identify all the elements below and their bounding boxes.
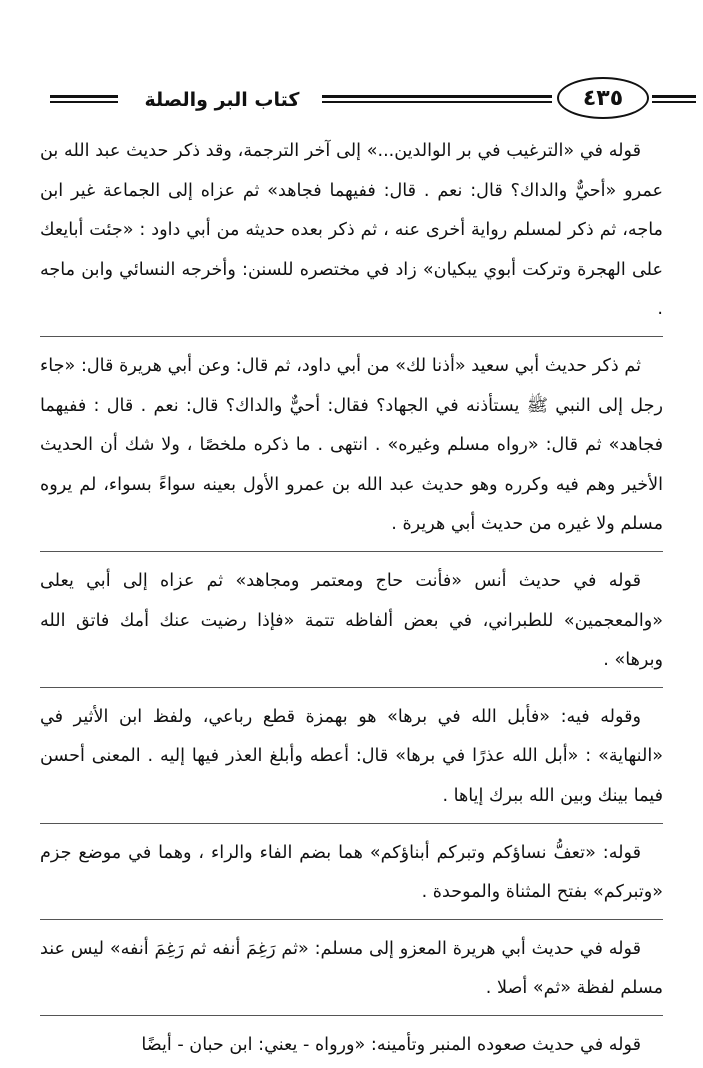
paragraph-separator <box>40 1015 663 1016</box>
header-rule-right-bottom <box>652 101 696 103</box>
paragraph-4: وقوله فيه: «فأبل الله في برها» هو بهمزة قطع رباعي، ولفظ ابن الأثير في «النهاية» : «أبل الله عذرًا في برها» قال: أعطه وأبلغ العذر فيها إليه . المعنى أحسن فيما بينك وبين الله ببرك إياها . <box>40 706 663 806</box>
header-rule-left-top <box>50 95 118 98</box>
paragraph-3: قوله في حديث أنس «فأنت حاج ومعتمر ومجاهد» ثم عزاه إلى أبي يعلى «والمعجمين» للطبراني، في بعض ألفاظه تتمة «فإذا رضيت عنك أمك فاتق الله وبرها» . <box>40 570 663 671</box>
page-body <box>40 132 663 1065</box>
header-rule-right-top <box>652 95 696 98</box>
page-number-oval <box>557 77 649 119</box>
paragraph-separator <box>40 687 663 688</box>
paragraph-separator <box>40 551 663 552</box>
paragraph-5: قوله: «تعفُّ نساؤكم وتبركم أبناؤكم» هما بضم الفاء والراء ، وهما في موضع جزم «وتبركم» بفتح المثناة والموحدة . <box>40 842 663 903</box>
running-header <box>40 68 662 132</box>
paragraph-separator <box>40 919 663 920</box>
paragraph-1: قوله في «الترغيب في بر الوالدين...» إلى آخر الترجمة، وقد ذكر حديث عبد الله بن عمرو «أحيٌّ والداك؟ قال: نعم . قال: ففيهما فجاهد» ثم عزاه إلى الجماعة غير ابن ماجه، ثم ذكر لمسلم رواية أخرى عنه ، ثم ذكر بعده حديثه من أبي داود : «جئت أبايعك على الهجرة وتركت أبوي يبكيان» زاد في مختصره للسنن: وأخرجه النسائي وابن ماجه . <box>40 141 663 320</box>
paragraph-6: قوله في حديث أبي هريرة المعزو إلى مسلم: «ثم رَغِمَ أنفه ثم رَغِمَ أنفه» ليس عند مسلم لفظة «ثم» أصلا . <box>40 938 663 999</box>
paragraph-7: قوله في حديث صعوده المنبر وتأمينه: «ورواه - يعني: ابن حبان - أيضًا <box>141 1034 641 1055</box>
paragraph-separator <box>40 823 663 824</box>
header-rule-middle-bottom <box>322 101 552 103</box>
book-title: كتاب البر والصلة <box>144 89 300 111</box>
header-rule-middle-top <box>322 95 552 98</box>
paragraph-separator <box>40 336 663 337</box>
page-number: ٤٣٥ <box>582 85 624 111</box>
paragraph-2: ثم ذكر حديث أبي سعيد «أذنا لك» من أبي داود، ثم قال: وعن أبي هريرة قال: «جاء رجل إلى النبي ﷺ يستأذنه في الجهاد؟ فقال: أحيٌّ والداك؟ قال: نعم . قال : ففيهما فجاهد» ثم قال: «رواه مسلم وغيره» . انتهى . ما ذكره ملخصًا ، ولا شك أن الحديث الأخير وهم فيه وكرره وهو حديث عبد الله بن عمرو الأول بعينه سواءً بسواء، لم يروه مسلم ولا غيره من حديث أبي هريرة . <box>40 355 663 535</box>
header-rule-left-bottom <box>50 101 118 103</box>
